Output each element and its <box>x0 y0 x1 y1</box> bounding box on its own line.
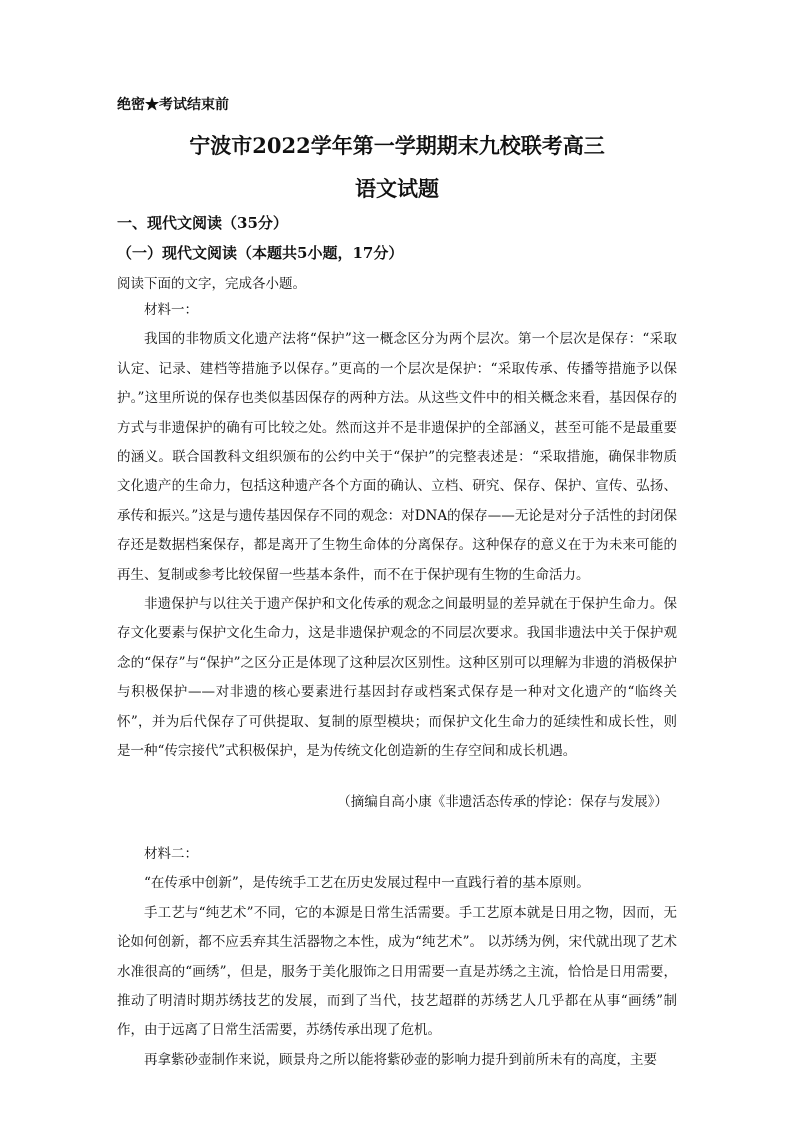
section-subheading: （一）现代文阅读（本题共5小题，17分） <box>117 244 404 262</box>
material-two <box>117 840 677 1075</box>
material-two-paragraph: 再拿紫砂壶制作来说，顾景舟之所以能将紫砂壶的影响力提升到前所未有的高度，主要 <box>144 1051 657 1068</box>
material-one-paragraph: 非遗保护与以往关于遗产保护和文化传承的观念之间最明显的差异就在于保护生命力。保存文化要素与保护文化生命力，这是非遗保护观念的不同层次要求。我国非遗法中关于保护观念的“保存”与“保护”之区分正是体现了这种层次区别性。这种区别可以理解为非遗的消极保护与积极保护——对非遗的核心要素进行基因封存或档案式保存是一种对文化遗产的“临终关怀”，并为后代保存了可供提取、复制的原型模块；而保护文化生命力的延续性和成长性，则是一种“传宗接代”式积极保护，是为传统文化创造新的生存空间和成长机遇。 <box>117 596 677 760</box>
exam-subtitle: 语文试题 <box>355 176 439 201</box>
material-two-label: 材料二： <box>144 846 198 862</box>
reading-instruction: 阅读下面的文字，完成各小题。 <box>117 276 306 292</box>
material-two-paragraph: 手工艺与“纯艺术”不同，它的本源是日常生活需要。手工艺原本就是日用之物，因而，无论如何创新，都不应丢弃其生活器物之本性，成为“纯艺术”。 以苏绣为例，宋代就出现了艺术水准很高的“画绣”，但是，服务于美化服饰之日用需要一直是苏绣之主流，恰恰是日用需要，推动了明清时期苏绣技艺的发展，而到了当代，技艺超群的苏绣艺人几乎都在从事“画绣”制作，由于远离了日常生活需要，苏绣传承出现了危机。 <box>117 904 677 1039</box>
material-one <box>117 296 677 767</box>
material-one-label: 材料一： <box>144 302 198 318</box>
exam-title: 宁波市2022学年第一学期期末九校联考高三 <box>189 133 605 158</box>
material-one-source: （摘编自高小康《非遗活态传承的悖论：保存与发展》） <box>337 794 668 810</box>
material-one-paragraph: 我国的非物质文化遗产法将“保护”这一概念区分为两个层次。第一个层次是保存：“采取认定、记录、建档等措施予以保存。”更高的一个层次是保护：“采取传承、传播等措施予以保护。”这里所说的保存也类似基因保存的两种方法。从这些文件中的相关概念来看，基因保存的方式与非遗保护的确有可比较之处。然而这并不是非遗保护的全部涵义，甚至可能不是最重要的涵义。联合国教科文组织颁布的公约中关于“保护”的完整表述是：“采取措施，确保非物质文化遗产的生命力，包括这种遗产各个方面的确认、立档、研究、保存、保护、宣传、弘扬、承传和振兴。”这是与遗传基因保存不同的观念：对DNA的保存——无论是对分子活性的封闭保存还是数据档案保存，都是离开了生物生命体的分离保存。这种保存的意义在于为未来可能的再生、复制或参考比较保留一些基本条件，而不在于保护现有生物的生命活力。 <box>117 331 677 583</box>
material-two-paragraph: “在传承中创新”，是传统手工艺在历史发展过程中一直践行着的基本原则。 <box>144 875 590 892</box>
section-heading: 一、现代文阅读（35分） <box>117 214 288 232</box>
confidential-mark: 绝密★考试结束前 <box>117 97 229 113</box>
